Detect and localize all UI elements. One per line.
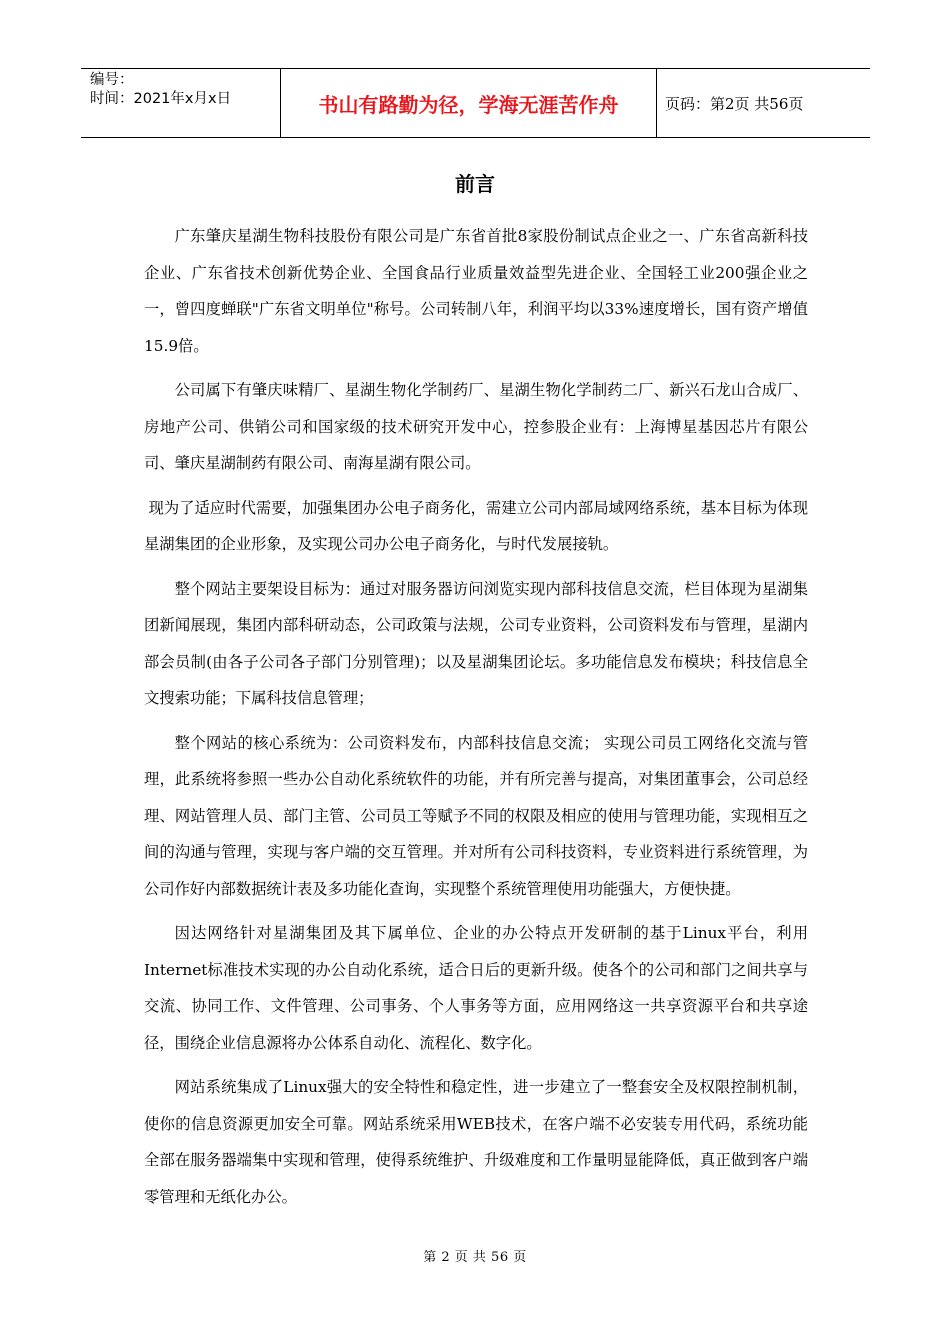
paragraph: 网站系统集成了Linux强大的安全特性和稳定性，进一步建立了一整套安全及权限控制机制，使你的信息资源更加安全可靠。网站系统采用WEB技术，在客户端不必安装专用代码，系统功能全部在服务器端集中实现和管理，使得系统维护、升级难度和工作量明显能降低，真正做到客户端零管理和无纸化办公。 [144, 1078, 808, 1206]
header-motto: 书山有路勤为径，学海无涯苦作舟 [281, 69, 657, 137]
paragraph: 因达网络针对星湖集团及其下属单位、企业的办公特点开发研制的基于Linux平台，利用Internet标准技术实现的办公自动化系统，适合日后的更新升级。使各个的公司和部门之间共享与交流、协同工作、文件管理、公司事务、个人事务等方面，应用网络这一共享资源平台和共享途径，围绕企业信息源将办公体系自动化、流程化、数字化。 [144, 924, 808, 1052]
body-text [144, 218, 808, 1223]
header-page-info: 页码：第2页 共56页 [665, 94, 804, 113]
paragraph: 现为了适应时代需要，加强集团办公电子商务化，需建立公司内部局域网络系统，基本目标为体现星湖集团的企业形象，及实现公司办公电子商务化，与时代发展接轨。 [144, 498, 808, 553]
header-meta [81, 69, 281, 137]
paragraph: 公司属下有肇庆味精厂、星湖生物化学制药厂、星湖生物化学制药二厂、新兴石龙山合成厂、房地产公司、供销公司和国家级的技术研究开发中心，控参股企业有：上海博星基因芯片有限公司、肇庆星湖制药有限公司、南海星湖有限公司。 [144, 381, 808, 472]
page-footer: 第 2 页 共 56 页 [423, 1250, 527, 1265]
page-header [81, 68, 870, 138]
paragraph: 整个网站的核心系统为：公司资料发布，内部科技信息交流； 实现公司员工网络化交流与管理，此系统将参照一些办公自动化系统软件的功能，并有所完善与提高，对集团董事会，公司总经理、网站管理人员、部门主管、公司员工等赋予不同的权限及相应的使用与管理功能，实现相互之间的沟通与管理，实现与客户端的交互管理。并对所有公司科技资料，专业资料进行系统管理，为公司作好内部数据统计表及多功能化查询，实现整个系统管理使用功能强大，方便快捷。 [144, 733, 808, 898]
paragraph: 广东肇庆星湖生物科技股份有限公司是广东省首批8家股份制试点企业之一、广东省高新科技企业、广东省技术创新优势企业、全国食品行业质量效益型先进企业、全国轻工业200强企业之一，曾四度蝉联"广东省文明单位"称号。公司转制八年，利润平均以33%速度增长，国有资产增值15.9倍。 [144, 227, 808, 355]
page-title: 前言 [455, 172, 495, 196]
paragraph: 整个网站主要架设目标为：通过对服务器访问浏览实现内部科技信息交流，栏目体现为星湖集团新闻展现，集团内部科研动态，公司政策与法规，公司专业资料，公司资料发布与管理，星湖内部会员制(由各子公司各子部门分别管理)；以及星湖集团论坛。多功能信息发布模块；科技信息全文搜索功能；下属科技信息管理； [144, 579, 808, 707]
document-date: 时间：2021年x月x日 [90, 91, 232, 107]
document-number-label: 编号： [90, 72, 134, 88]
